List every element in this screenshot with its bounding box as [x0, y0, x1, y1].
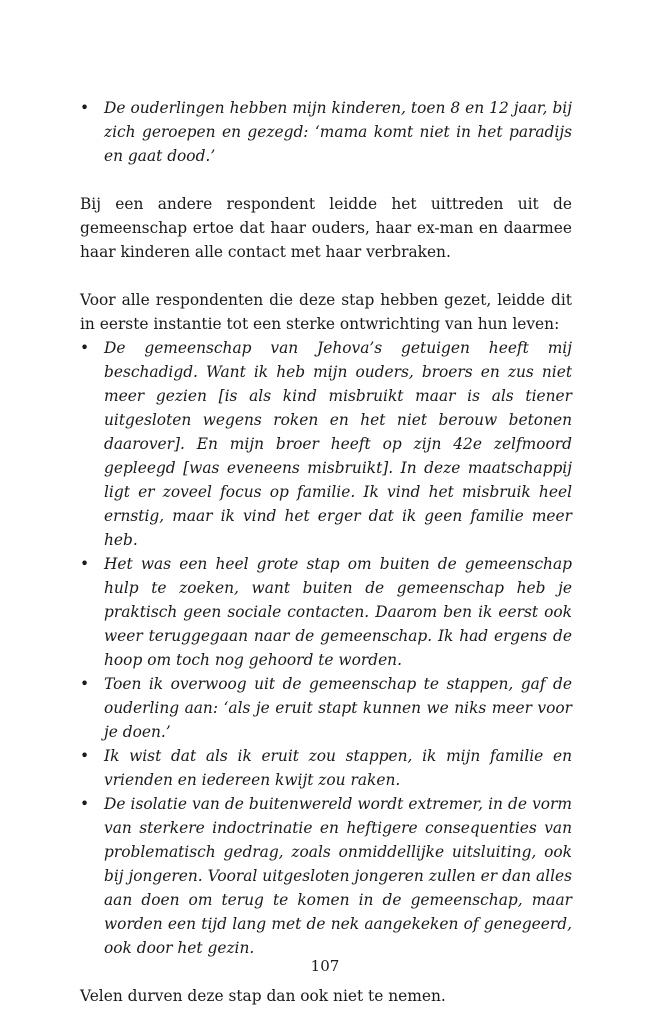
bullet-icon: • — [80, 555, 90, 573]
bullet-icon: • — [80, 747, 90, 765]
bullet-icon: • — [80, 675, 90, 693]
quote-text: De isolatie van de buitenwereld wordt extremer, in de vorm van sterkere indoctrinatie en heftigere consequenties van problematisch gedrag, zoals onmiddellijke uitsluiting, ook bij jongeren. Vooral uitgesloten jongeren zullen er dan alles aan doen om terug te komen in de gemeenschap, maar worden een tijd lang met de nek aangekeken of genegeerd, ook door het gezin. — [104, 795, 572, 957]
paragraph-2: Voor alle respondenten die deze stap hebben gezet, leidde dit in eerste instantie tot een sterke ontwrichting van hun leven: — [80, 291, 572, 333]
quote-text: Toen ik overwoog uit de gemeenschap te stappen, gaf de ouderling aan: ‘als je eruit stapt kunnen we niks meer voor je doen.’ — [104, 675, 572, 741]
quote-list-main — [80, 336, 572, 960]
list-item — [80, 672, 572, 744]
bullet-icon: • — [80, 339, 90, 357]
paragraph-1: Bij een andere respondent leidde het uittreden uit de gemeenschap ertoe dat haar ouders, haar ex-man en daarmee haar kinderen alle contact met haar verbraken. — [80, 195, 572, 261]
list-item — [80, 96, 572, 168]
quote-text: De gemeenschap van Jehova’s getuigen heeft mij beschadigd. Want ik heb mijn ouders, broers en zus niet meer gezien [is als kind misbruikt maar is als tiener uitgesloten wegens roken en het niet berouw betonen daarover]. En mijn broer heeft op zijn 42e zelfmoord gepleegd [was eveneens misbruikt]. In deze maatschappij ligt er zoveel focus op familie. Ik vind het misbruik heel ernstig, maar ik vind het erger dat ik geen familie meer heb. — [104, 339, 572, 549]
bullet-icon: • — [80, 99, 90, 117]
list-item — [80, 792, 572, 960]
list-item — [80, 744, 572, 792]
quote-text: De ouderlingen hebben mijn kinderen, toen 8 en 12 jaar, bij zich geroepen en gezegd: ‘mama komt niet in het paradijs en gaat dood.’ — [104, 99, 572, 165]
quote-list-top — [80, 96, 572, 168]
paragraph-3: Velen durven deze stap dan ook niet te nemen. — [80, 987, 446, 1005]
list-item — [80, 552, 572, 672]
quote-text: Het was een heel grote stap om buiten de gemeenschap hulp te zoeken, want buiten de gemeenschap heb je praktisch geen sociale contacten. Daarom ben ik eerst ook weer teruggegaan naar de gemeenschap. Ik had ergens de hoop om toch nog gehoord te worden. — [104, 555, 572, 669]
list-item — [80, 336, 572, 552]
page-body — [80, 96, 572, 1008]
page-number: 107 — [310, 957, 340, 975]
quote-text: Ik wist dat als ik eruit zou stappen, ik mijn familie en vrienden en iedereen kwijt zou raken. — [104, 747, 572, 789]
bullet-icon: • — [80, 795, 90, 813]
